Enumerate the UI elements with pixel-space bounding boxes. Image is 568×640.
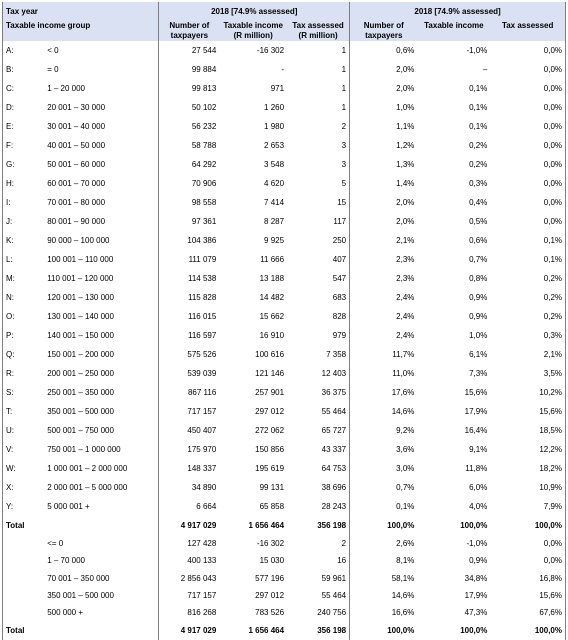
tax-year-label: Tax year	[3, 2, 159, 21]
pct-income-cell: 11,8%	[465, 464, 488, 473]
group-range: 1 000 001 – 2 000 000	[44, 459, 159, 478]
total-tax: 356 198	[287, 516, 350, 535]
income-cell: -16 302	[256, 539, 285, 549]
summary-total-taxpayers: 4 917 029	[180, 626, 217, 636]
pct-income-cell: 4,0%	[469, 502, 488, 511]
pct-income-cell: 6,0%	[469, 483, 488, 492]
income-cell: 297 012	[255, 407, 285, 416]
group-range: 30 001 – 40 000	[44, 117, 159, 136]
tax-cell: 2	[287, 535, 350, 552]
taxpayers-cell: 114 538	[187, 274, 217, 283]
income-cell: 195 619	[255, 464, 285, 473]
group-code: B:	[3, 60, 45, 79]
table-row	[3, 478, 566, 497]
group-code: Q:	[3, 345, 45, 364]
income-cell: 1 260	[264, 103, 285, 112]
pct-taxpayers-cell: 2,0%	[396, 198, 415, 207]
income-cell: -	[281, 65, 285, 74]
header-row-columns	[3, 21, 566, 41]
pct-taxpayers-cell: 2,3%	[396, 274, 415, 283]
summary-total-row	[3, 621, 566, 640]
total-pct-taxpayers: 100,0%	[387, 521, 415, 530]
table-row	[3, 41, 566, 60]
group-range: 120 001 – 130 000	[44, 288, 159, 307]
tax-cell: 979	[287, 326, 350, 345]
table-row	[3, 117, 566, 136]
group-code: X:	[3, 478, 45, 497]
pct-taxpayers-cell: 9,2%	[396, 426, 415, 435]
tax-cell: 547	[287, 269, 350, 288]
taxpayers-cell: 816 268	[187, 608, 217, 618]
income-cell: 577 196	[255, 573, 285, 583]
tax-cell: 16	[287, 552, 350, 569]
group-range: = 0	[44, 60, 159, 79]
taxpayers-cell: 34 890	[191, 483, 217, 492]
tax-cell: 407	[287, 250, 350, 269]
pct-income-cell: –	[482, 65, 488, 74]
group-code: M:	[3, 269, 45, 288]
blank-cell	[3, 535, 45, 552]
taxpayers-cell: 400 133	[187, 556, 217, 566]
pct-taxpayers-cell: 1,4%	[396, 179, 415, 188]
tax-cell: 1	[287, 98, 350, 117]
taxpayers-cell: 98 558	[191, 198, 217, 207]
table-row	[3, 174, 566, 193]
pct-tax-cell: 12,2%	[490, 440, 565, 459]
pct-income-cell: 0,9%	[469, 556, 488, 566]
group-range: 100 001 – 110 000	[44, 250, 159, 269]
tax-cell: 65 727	[287, 421, 350, 440]
tax-cell: 117	[287, 212, 350, 231]
taxpayers-cell: 70 906	[191, 179, 217, 188]
group-range: 5 000 001 +	[44, 497, 159, 516]
pct-tax-cell: 0,0%	[490, 155, 565, 174]
tax-cell: 683	[287, 288, 350, 307]
pct-income-cell: 7,3%	[469, 369, 488, 378]
pct-taxpayers-cell: 3,6%	[396, 445, 415, 454]
table-row	[3, 60, 566, 79]
table-row	[3, 250, 566, 269]
income-cell: 15 662	[259, 312, 285, 321]
pct-income-cell: 0,8%	[469, 274, 488, 283]
group-code: W:	[3, 459, 45, 478]
tax-cell: 59 961	[287, 570, 350, 587]
pct-tax-cell: 0,0%	[490, 79, 565, 98]
group-code: A:	[3, 41, 45, 60]
income-cell: 11 666	[260, 255, 285, 264]
group-range: 250 001 – 350 000	[44, 383, 159, 402]
group-code: G:	[3, 155, 45, 174]
pct-taxpayers-cell: 2,4%	[396, 312, 415, 321]
group-range: 140 001 – 150 000	[44, 326, 159, 345]
year-title-left: 2018 [74.9% assessed]	[159, 2, 350, 21]
pct-taxpayers-cell: 2,0%	[396, 84, 415, 93]
table-row	[3, 421, 566, 440]
pct-taxpayers-cell: 0,1%	[396, 502, 415, 511]
tax-cell: 55 464	[287, 587, 350, 604]
pct-income-cell: -1,0%	[466, 539, 488, 549]
pct-taxpayers-cell: 2,1%	[396, 236, 415, 245]
taxpayers-cell: 64 292	[191, 160, 217, 169]
pct-taxpayers-cell: 14,6%	[391, 407, 415, 416]
taxpayers-cell: 115 828	[187, 293, 217, 302]
pct-tax-cell: 10,2%	[490, 383, 565, 402]
group-range: < 0	[44, 41, 159, 60]
pct-income-cell: 0,1%	[469, 84, 488, 93]
blank-cell	[3, 570, 45, 587]
pct-taxpayers-cell: 11,7%	[392, 350, 415, 359]
blank-cell	[3, 552, 45, 569]
table-row	[3, 193, 566, 212]
taxpayers-cell: 175 970	[187, 445, 217, 454]
group-code: R:	[3, 364, 45, 383]
total-taxpayers: 4 917 029	[180, 521, 217, 530]
pct-income-cell: 0,9%	[469, 293, 488, 302]
taxpayers-cell: 717 157	[187, 407, 217, 416]
group-code: E:	[3, 117, 45, 136]
summary-range: 350 001 – 500 000	[44, 587, 159, 604]
total-income: 1 656 464	[248, 521, 285, 530]
col-pct-tax-assessed: Tax assessed	[490, 21, 565, 41]
table-row	[3, 383, 566, 402]
table-row	[3, 440, 566, 459]
group-code: Y:	[3, 497, 45, 516]
group-code: N:	[3, 288, 45, 307]
taxpayers-cell: 27 544	[191, 46, 217, 55]
tax-cell: 1	[287, 79, 350, 98]
table-row	[3, 307, 566, 326]
pct-tax-cell: 0,0%	[490, 136, 565, 155]
pct-tax-cell: 10,9%	[490, 478, 565, 497]
pct-taxpayers-cell: 1,1%	[396, 122, 415, 131]
pct-taxpayers-cell: 3,0%	[396, 464, 415, 473]
pct-taxpayers-cell: 14,6%	[391, 591, 415, 601]
pct-tax-cell: 0,0%	[490, 535, 565, 552]
group-code: L:	[3, 250, 45, 269]
tax-cell: 38 696	[287, 478, 350, 497]
income-cell: 8 287	[264, 217, 285, 226]
pct-tax-cell: 15,6%	[490, 587, 565, 604]
income-cell: 14 482	[259, 293, 285, 302]
table-row	[3, 155, 566, 174]
summary-group-rows	[3, 535, 566, 621]
total-label: Total	[3, 516, 159, 535]
pct-income-cell: 1,0%	[469, 331, 488, 340]
pct-taxpayers-cell: 8,1%	[396, 556, 415, 566]
pct-income-cell: 15,6%	[464, 388, 488, 397]
taxpayers-cell: 6 664	[196, 502, 217, 511]
pct-income-cell: 47,3%	[464, 608, 488, 618]
total-pct-tax: 100,0%	[490, 516, 565, 535]
income-cell: 13 188	[259, 274, 285, 283]
pct-tax-cell: 67,6%	[490, 604, 565, 621]
group-code: D:	[3, 98, 45, 117]
taxpayers-cell: 99 813	[191, 84, 217, 93]
total-pct-income: 100,0%	[460, 521, 488, 530]
income-cell: 99 131	[259, 483, 285, 492]
pct-taxpayers-cell: 1,2%	[396, 141, 415, 150]
pct-income-cell: 0,1%	[469, 122, 488, 131]
pct-tax-cell: 0,0%	[490, 117, 565, 136]
income-cell: 150 856	[255, 445, 285, 454]
group-range: 150 001 – 200 000	[44, 345, 159, 364]
taxpayers-cell: 99 884	[191, 65, 217, 74]
pct-tax-cell: 18,5%	[490, 421, 565, 440]
table-row	[3, 136, 566, 155]
tax-cell: 1	[287, 60, 350, 79]
pct-taxpayers-cell: 11,0%	[392, 369, 415, 378]
pct-tax-cell: 0,0%	[490, 60, 565, 79]
taxpayers-cell: 148 337	[187, 464, 217, 473]
pct-taxpayers-cell: 2,6%	[396, 539, 415, 549]
income-cell: 783 526	[255, 608, 285, 618]
income-cell: 272 062	[255, 426, 285, 435]
table-row	[3, 497, 566, 516]
pct-taxpayers-cell: 2,4%	[396, 293, 415, 302]
col-pct-number-of-taxpayers: Number of taxpayers	[350, 21, 418, 41]
group-range: 2 000 001 – 5 000 000	[44, 478, 159, 497]
tax-cell: 36 375	[287, 383, 350, 402]
pct-tax-cell: 2,1%	[490, 345, 565, 364]
group-code: P:	[3, 326, 45, 345]
pct-income-cell: 34,8%	[464, 573, 488, 583]
summary-range: 1 – 70 000	[44, 552, 159, 569]
group-range: 40 001 – 50 000	[44, 136, 159, 155]
tax-cell: 64 753	[287, 459, 350, 478]
summary-total-pct-taxpayers: 100,0%	[387, 626, 415, 636]
summary-total-tax: 356 198	[287, 621, 350, 640]
pct-income-cell: 17,9%	[464, 591, 488, 601]
table-row	[3, 269, 566, 288]
tax-cell: 5	[287, 174, 350, 193]
pct-income-cell: 0,9%	[469, 312, 488, 321]
income-cell: 1 980	[264, 122, 285, 131]
income-group-rows	[3, 41, 566, 516]
pct-tax-cell: 0,2%	[490, 307, 565, 326]
pct-taxpayers-cell: 2,0%	[396, 217, 415, 226]
group-range: 750 001 – 1 000 000	[44, 440, 159, 459]
taxpayers-cell: 127 428	[187, 539, 217, 549]
income-cell: 16 910	[259, 331, 285, 340]
pct-taxpayers-cell: 0,6%	[396, 46, 415, 55]
group-code: F:	[3, 136, 45, 155]
summary-row	[3, 604, 566, 621]
taxpayers-cell: 97 361	[191, 217, 217, 226]
taxpayers-cell: 116 597	[187, 331, 217, 340]
col-pct-taxable-income: Taxable income	[417, 21, 490, 41]
group-range: 500 001 – 750 000	[44, 421, 159, 440]
tax-cell: 828	[287, 307, 350, 326]
total-row	[3, 516, 566, 535]
tax-cell: 250	[287, 231, 350, 250]
pct-income-cell: 0,7%	[469, 255, 488, 264]
pct-tax-cell: 0,0%	[490, 98, 565, 117]
income-cell: 65 858	[259, 502, 285, 511]
pct-taxpayers-cell: 2,0%	[396, 65, 415, 74]
tax-cell: 240 756	[287, 604, 350, 621]
pct-tax-cell: 7,9%	[490, 497, 565, 516]
tax-cell: 2	[287, 117, 350, 136]
group-range: 50 001 – 60 000	[44, 155, 159, 174]
tax-cell: 1	[287, 41, 350, 60]
tax-cell: 3	[287, 136, 350, 155]
taxpayers-cell: 104 386	[187, 236, 217, 245]
group-code: J:	[3, 212, 45, 231]
group-range: 20 001 – 30 000	[44, 98, 159, 117]
col-number-of-taxpayers: Number of taxpayers	[159, 21, 219, 41]
pct-taxpayers-cell: 1,0%	[396, 103, 415, 112]
summary-total-income: 1 656 464	[248, 626, 285, 636]
tax-cell: 28 243	[287, 497, 350, 516]
tax-statistics-table	[2, 2, 566, 640]
table-row	[3, 459, 566, 478]
pct-income-cell: 17,9%	[464, 407, 488, 416]
summary-row	[3, 570, 566, 587]
pct-tax-cell: 0,3%	[490, 326, 565, 345]
income-cell: 297 012	[255, 591, 285, 601]
pct-tax-cell: 3,5%	[490, 364, 565, 383]
summary-row	[3, 552, 566, 569]
pct-income-cell: 9,1%	[469, 445, 488, 454]
pct-taxpayers-cell: 1,3%	[396, 160, 415, 169]
group-code: U:	[3, 421, 45, 440]
group-range: 130 001 – 140 000	[44, 307, 159, 326]
col-tax-assessed: Tax assessed (R million)	[287, 21, 350, 41]
pct-tax-cell: 0,0%	[490, 174, 565, 193]
group-code: C:	[3, 79, 45, 98]
pct-tax-cell: 0,0%	[490, 41, 565, 60]
group-range: 200 001 – 250 000	[44, 364, 159, 383]
table-row	[3, 364, 566, 383]
summary-range: 70 001 – 350 000	[44, 570, 159, 587]
income-cell: 2 653	[264, 141, 285, 150]
taxpayers-cell: 575 526	[187, 350, 217, 359]
table-row	[3, 231, 566, 250]
pct-tax-cell: 0,2%	[490, 269, 565, 288]
table-row	[3, 212, 566, 231]
group-code: H:	[3, 174, 45, 193]
pct-income-cell: 16,4%	[464, 426, 488, 435]
income-cell: -16 302	[256, 46, 285, 55]
pct-tax-cell: 16,8%	[490, 570, 565, 587]
blank-cell	[3, 604, 45, 621]
pct-income-cell: 0,2%	[469, 160, 488, 169]
taxpayers-cell: 116 015	[187, 312, 217, 321]
group-range: 80 001 – 90 000	[44, 212, 159, 231]
pct-taxpayers-cell: 17,6%	[391, 388, 415, 397]
group-label: Taxable income group	[3, 21, 159, 41]
group-range: 70 001 – 80 000	[44, 193, 159, 212]
pct-income-cell: 0,5%	[469, 217, 488, 226]
taxpayers-cell: 50 102	[191, 103, 217, 112]
pct-tax-cell: 0,0%	[490, 193, 565, 212]
summary-total-pct-tax: 100,0%	[490, 621, 565, 640]
group-range: 60 001 – 70 000	[44, 174, 159, 193]
pct-taxpayers-cell: 58,1%	[391, 573, 415, 583]
income-cell: 121 146	[255, 369, 285, 378]
pct-tax-cell: 15,6%	[490, 402, 565, 421]
pct-tax-cell: 18,2%	[490, 459, 565, 478]
group-range: 90 000 – 100 000	[44, 231, 159, 250]
table-row	[3, 288, 566, 307]
col-taxable-income: Taxable income (R million)	[219, 21, 287, 41]
table-row	[3, 326, 566, 345]
taxpayers-cell: 111 079	[188, 255, 217, 264]
table-row	[3, 98, 566, 117]
pct-income-cell: 6,1%	[469, 350, 488, 359]
group-range: 350 001 – 500 000	[44, 402, 159, 421]
tax-cell: 43 337	[287, 440, 350, 459]
taxpayers-cell: 450 407	[187, 426, 217, 435]
taxpayers-cell: 58 788	[191, 141, 217, 150]
income-cell: 971	[270, 84, 285, 93]
income-cell: 4 620	[264, 179, 285, 188]
table-row	[3, 345, 566, 364]
header-row-year	[3, 2, 566, 21]
income-cell: 7 414	[264, 198, 285, 207]
pct-taxpayers-cell: 2,4%	[396, 331, 415, 340]
table-row	[3, 402, 566, 421]
group-code: T:	[3, 402, 45, 421]
income-cell: 3 548	[264, 160, 285, 169]
pct-income-cell: 0,4%	[469, 198, 488, 207]
pct-income-cell: 0,6%	[469, 236, 488, 245]
group-code: O:	[3, 307, 45, 326]
pct-tax-cell: 0,2%	[490, 288, 565, 307]
pct-tax-cell: 0,1%	[490, 250, 565, 269]
pct-taxpayers-cell: 0,7%	[396, 483, 415, 492]
table-row	[3, 79, 566, 98]
pct-taxpayers-cell: 2,3%	[396, 255, 415, 264]
pct-tax-cell: 0,0%	[490, 212, 565, 231]
summary-total-pct-income: 100,0%	[460, 626, 488, 636]
pct-tax-cell: 0,0%	[490, 552, 565, 569]
taxpayers-cell: 717 157	[187, 591, 217, 601]
pct-income-cell: -1,0%	[466, 46, 488, 55]
taxpayers-cell: 539 039	[187, 369, 217, 378]
year-title-right: 2018 [74.9% assessed]	[350, 2, 566, 21]
summary-range: 500 000 +	[44, 604, 159, 621]
pct-taxpayers-cell: 16,6%	[391, 608, 415, 618]
taxpayers-cell: 56 232	[191, 122, 217, 131]
summary-total-label: Total	[3, 621, 159, 640]
summary-row	[3, 535, 566, 552]
tax-cell: 3	[287, 155, 350, 174]
tax-cell: 12 403	[287, 364, 350, 383]
group-code: I:	[3, 193, 45, 212]
group-code: V:	[3, 440, 45, 459]
taxpayers-cell: 867 116	[187, 388, 217, 397]
tax-cell: 15	[287, 193, 350, 212]
pct-tax-cell: 0,1%	[490, 231, 565, 250]
income-cell: 15 030	[259, 556, 285, 566]
pct-income-cell: 0,1%	[469, 103, 488, 112]
group-range: 1 – 20 000	[44, 79, 159, 98]
group-code: K:	[3, 231, 45, 250]
group-range: 110 001 – 120 000	[44, 269, 159, 288]
income-cell: 257 901	[255, 388, 285, 397]
income-cell: 9 925	[264, 236, 285, 245]
tax-cell: 55 464	[287, 402, 350, 421]
income-cell: 100 616	[255, 350, 285, 359]
tax-cell: 7 358	[287, 345, 350, 364]
group-code: S:	[3, 383, 45, 402]
pct-income-cell: 0,2%	[469, 141, 488, 150]
pct-income-cell: 0,3%	[469, 179, 488, 188]
taxpayers-cell: 2 856 043	[180, 573, 217, 583]
summary-range: <= 0	[44, 535, 159, 552]
